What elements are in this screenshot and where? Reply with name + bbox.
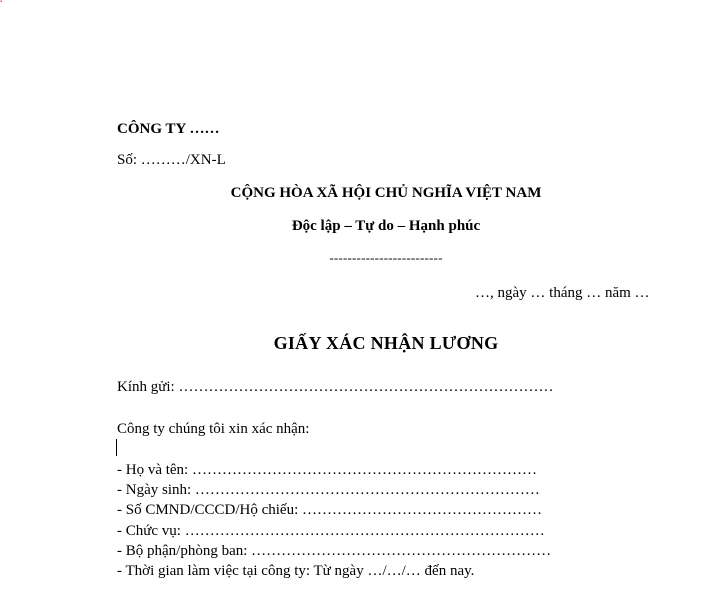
employee-field-list [117, 460, 551, 581]
corner-marker: ▪ [0, 0, 3, 5]
field-date-of-birth: - Ngày sinh: …………………………………………………………… [117, 482, 540, 499]
field-department: - Bộ phận/phòng ban: …………………………………………………… [117, 542, 552, 559]
national-motto: Độc lập – Tự do – Hạnh phúc [291, 218, 481, 234]
field-employment-period: - Thời gian làm việc tại công ty: Từ ngày …/…/… đến nay. [117, 563, 475, 580]
document-title: GIẤY XÁC NHẬN LƯƠNG [273, 333, 499, 353]
date-line: …, ngày … tháng … năm … [475, 285, 650, 301]
intro-line: Công ty chúng tôi xin xác nhận: [117, 421, 310, 437]
motto-divider: ------------------------- [329, 250, 443, 265]
field-position: - Chức vụ: ……………………………………………………………… [117, 522, 545, 539]
national-heading: CỘNG HÒA XÃ HỘI CHỦ NGHĨA VIỆT NAM [230, 185, 542, 201]
recipient-line: Kính gửi: ………………………………………………………………… [117, 379, 554, 395]
text-cursor[interactable] [116, 439, 117, 456]
field-full-name: - Họ và tên: …………………………………………………………… [117, 462, 537, 478]
field-id-number: - Số CMND/CCCD/Hộ chiếu: ………………………………………… [117, 502, 543, 519]
document-number: Số: ………/XN-L [117, 152, 226, 168]
company-name: CÔNG TY …… [117, 121, 220, 137]
